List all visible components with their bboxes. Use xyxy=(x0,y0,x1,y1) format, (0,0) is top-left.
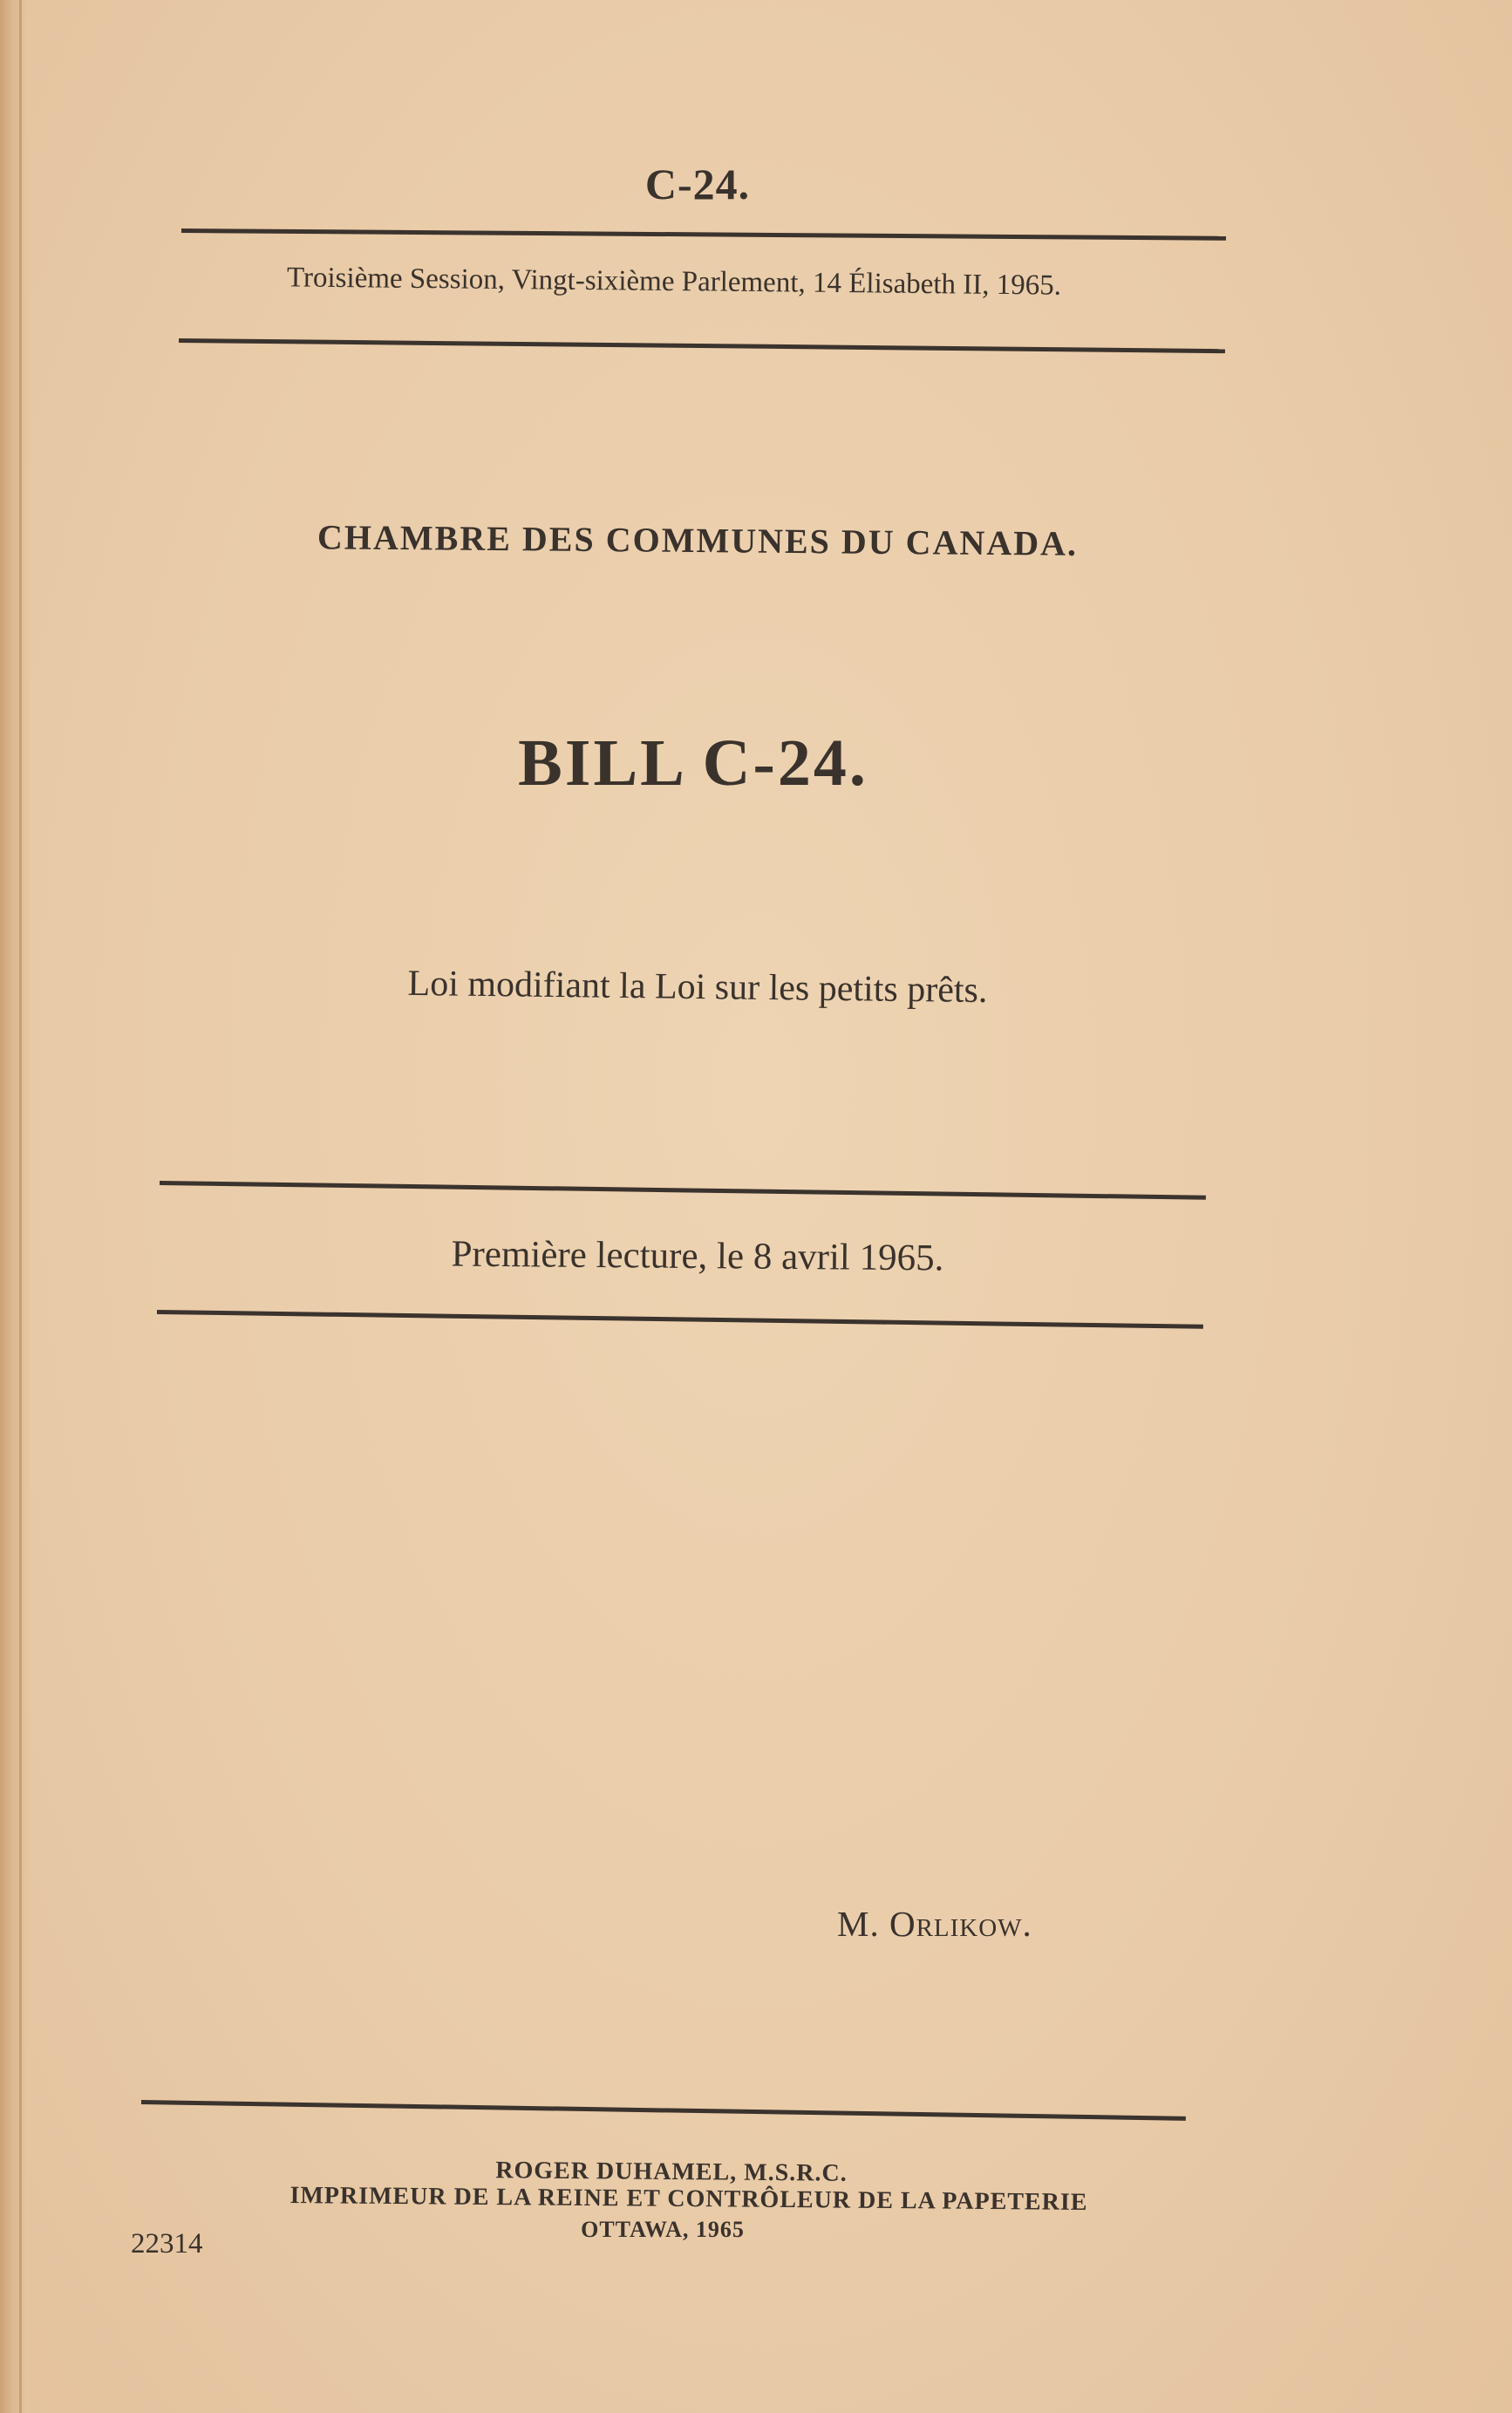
bill-title: BILL C-24. xyxy=(518,726,868,800)
top-rule xyxy=(181,228,1226,241)
first-reading-line: Première lecture, le 8 avril 1965. xyxy=(451,1233,944,1279)
printer-name: ROGER DUHAMEL, M.S.R.C. xyxy=(495,2157,848,2187)
sponsor-name xyxy=(837,1903,1203,1945)
footer-rule xyxy=(141,2100,1186,2121)
binding-line xyxy=(19,0,22,2413)
binding-edge xyxy=(0,0,30,2413)
sponsor-text: M. Orlikow. xyxy=(837,1904,1032,1944)
printer-title: IMPRIMEUR DE LA REINE ET CONTRÔLEUR DE LA PAPETERIE xyxy=(289,2182,1088,2216)
reading-bottom-rule xyxy=(157,1310,1203,1329)
print-number: 22314 xyxy=(131,2228,203,2260)
session-rule xyxy=(179,338,1225,353)
chamber-heading: CHAMBRE DES COMMUNES DU CANADA. xyxy=(317,517,1079,563)
reading-top-rule xyxy=(160,1181,1206,1200)
printer-city: OTTAWA, 1965 xyxy=(581,2217,745,2242)
bill-code-header: C-24. xyxy=(644,160,751,208)
bill-subject: Loi modifiant la Loi sur les petits prêts. xyxy=(407,963,988,1012)
session-line: Troisième Session, Vingt-sixième Parlement, 14 Élisabeth II, 1965. xyxy=(286,262,1062,302)
